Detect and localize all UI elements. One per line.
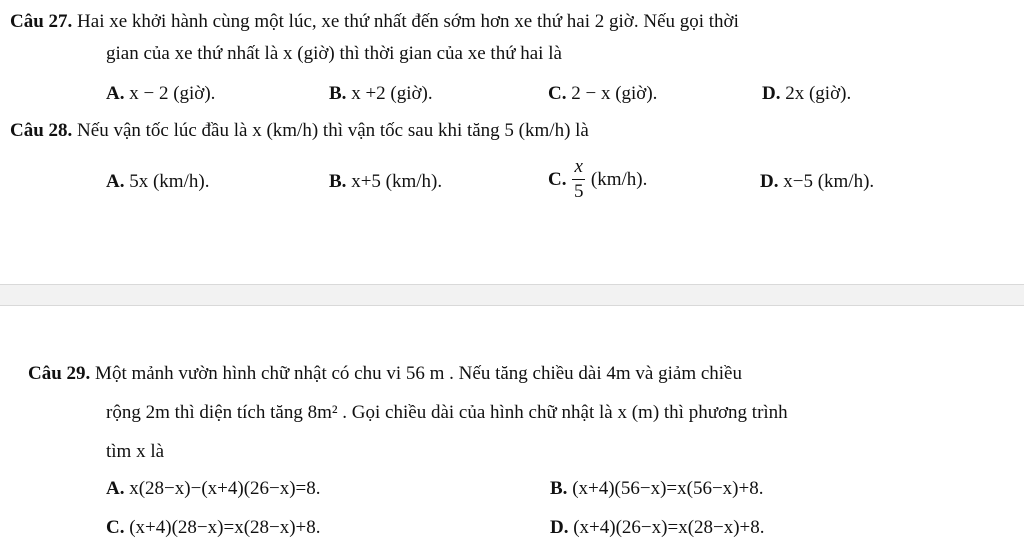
option-letter: A. <box>106 171 125 192</box>
question-28-text: Nếu vận tốc lúc đầu là x (km/h) thì vận tốc sau khi tăng 5 (km/h) là <box>77 120 589 141</box>
q29-option-a[interactable] <box>106 479 321 498</box>
option-letter: C. <box>548 169 567 191</box>
option-letter: D. <box>550 517 569 538</box>
page-divider <box>0 284 1024 306</box>
option-text: x(28−x)−(x+4)(26−x)=8. <box>129 478 321 499</box>
option-text: 2x (giờ). <box>785 83 852 104</box>
option-letter: B. <box>329 171 347 192</box>
option-letter: A. <box>106 83 125 104</box>
fraction <box>572 157 584 203</box>
option-text: (x+4)(56−x)=x(56−x)+8. <box>572 478 764 499</box>
option-text: x+5 (km/h). <box>351 171 443 192</box>
fraction-denominator: 5 <box>573 180 584 202</box>
q28-option-c[interactable] <box>548 157 647 203</box>
option-letter: A. <box>106 478 125 499</box>
q29-option-d[interactable] <box>550 518 765 537</box>
option-text: x − 2 (giờ). <box>129 83 216 104</box>
option-text: 5x (km/h). <box>129 171 210 192</box>
q27-option-c[interactable] <box>548 84 657 103</box>
option-text: x +2 (giờ). <box>351 83 433 104</box>
question-27-line1 <box>10 12 739 31</box>
option-text: x−5 (km/h). <box>783 171 875 192</box>
option-unit: (km/h). <box>590 169 648 191</box>
question-27-line2: gian của xe thứ nhất là x (giờ) thì thời gian của xe thứ hai là <box>106 43 562 64</box>
option-text: (x+4)(28−x)=x(28−x)+8. <box>129 517 321 538</box>
option-letter: C. <box>106 517 125 538</box>
option-text: 2 − x (giờ). <box>571 83 658 104</box>
option-letter: C. <box>548 83 567 104</box>
q29-option-c[interactable] <box>106 518 321 537</box>
question-29-line3: tìm x là <box>106 441 165 462</box>
question-28-label: Câu 28. <box>10 120 73 141</box>
q28-option-d[interactable] <box>760 172 874 191</box>
question-27-text: Hai xe khởi hành cùng một lúc, xe thứ nhất đến sớm hơn xe thứ hai 2 giờ. Nếu gọi thời <box>77 11 739 32</box>
q27-option-d[interactable] <box>762 84 851 103</box>
question-29-text: Một mảnh vườn hình chữ nhật có chu vi 56 m . Nếu tăng chiều dài 4m và giảm chiều <box>95 363 742 384</box>
q28-option-b[interactable] <box>329 172 442 191</box>
question-27-label: Câu 27. <box>10 11 73 32</box>
option-letter: D. <box>760 171 779 192</box>
option-letter: B. <box>550 478 568 499</box>
question-29-line1 <box>28 364 742 383</box>
question-28-line1 <box>10 121 589 140</box>
option-letter: D. <box>762 83 781 104</box>
fraction-numerator: x <box>572 157 584 180</box>
question-29-line2: rộng 2m thì diện tích tăng 8m² . Gọi chiều dài của hình chữ nhật là x (m) thì phương trình <box>106 402 788 423</box>
q28-option-a[interactable] <box>106 172 209 191</box>
q27-option-a[interactable] <box>106 84 215 103</box>
q27-option-b[interactable] <box>329 84 433 103</box>
option-letter: B. <box>329 83 347 104</box>
option-text: (x+4)(26−x)=x(28−x)+8. <box>573 517 765 538</box>
question-29-label: Câu 29. <box>28 363 91 384</box>
q29-option-b[interactable] <box>550 479 763 498</box>
